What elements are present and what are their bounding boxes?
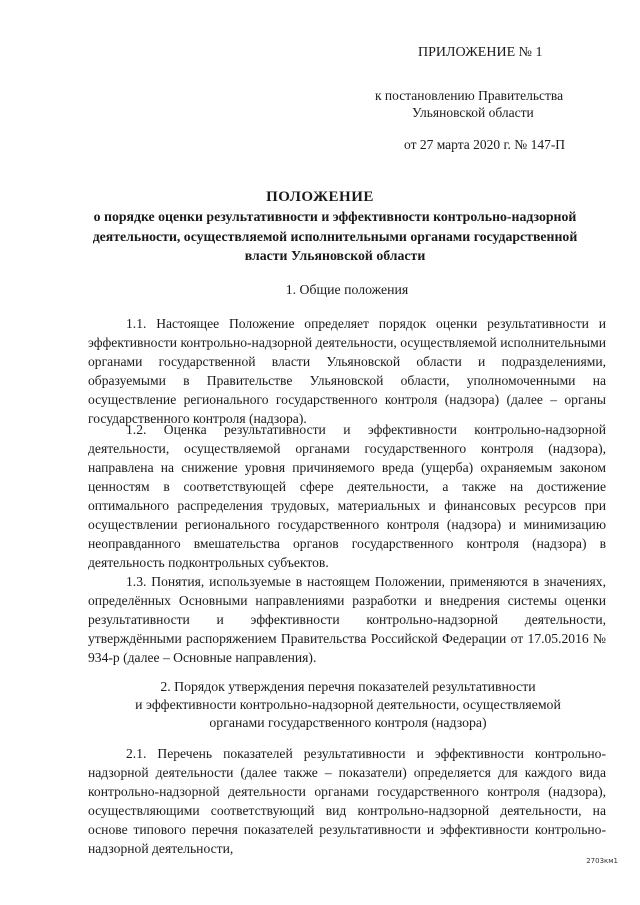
resolution-date-number: от 27 марта 2020 г. № 147-П <box>404 137 566 152</box>
appendix-label: ПРИЛОЖЕНИЕ № 1 <box>418 45 543 60</box>
resolution-line-1: к постановлению Правительства <box>375 88 564 103</box>
paragraph-1-3: 1.3. Понятия, используемые в настоящем Положении, применяются в значениях, определённых Основными направлениями разработки и внедрения системы оценки результативности и эффективности контрольно-надзорной деятельности, утверждёнными распоряжением Правительства Российской Федерации от 17.05.2016 № 934-р (далее – Основные направления). <box>88 574 606 665</box>
document-stamp: 2703км1 <box>586 857 618 865</box>
paragraph-2-1: 2.1. Перечень показателей результативности и эффективности контрольно-надзорной деятельности (далее также – показатели) определяется для каждого вида контрольно-надзорной деятельности органами государственного контроля (надзора), осуществляющими соответствующий вид контрольно-надзорной деятельности, на основе типового перечня показателей результативности и эффективности контрольно-надзорной деятельности, <box>88 746 606 856</box>
document-subtitle: о порядке оценки результативности и эффективности контрольно-надзорной деятельности, осуществляемой исполнительными органами государственной власти Ульяновской области <box>92 209 578 263</box>
paragraph-1-2: 1.2. Оценка результативности и эффективности контрольно-надзорной деятельности, осуществляемой органами государственного контроля (надзора), направлена на снижение уровня причиняемого вреда (ущерба) охраняемым законом ценностям в соответствующей сфере деятельности, а также на достижение оптимального распределения трудовых, материальных и финансовых ресурсов при осуществлении регионального государственного контроля (надзора) и минимизацию неоправданного вмешательства органов государственного контроля (надзора) в деятельность подконтрольных субъектов. <box>88 422 606 570</box>
section-2-heading-line-2: и эффективности контрольно-надзорной деятельности, осуществляемой <box>135 697 561 712</box>
document-title: ПОЛОЖЕНИЕ <box>266 189 374 205</box>
resolution-line-2: Ульяновской области <box>412 105 534 120</box>
paragraph-1-1: 1.1. Настоящее Положение определяет порядок оценки результативности и эффективности контрольно-надзорной деятельности, осуществляемой исполнительными органами государственной власти Ульяновской области и подразделениями, образуемыми в Правительстве Ульяновской области, уполномоченными на осуществление регионального государственного контроля (надзора) (далее – органы государственного контроля (надзора). <box>88 316 606 426</box>
section-1-heading: 1. Общие положения <box>285 282 409 297</box>
section-2-heading-line-1: 2. Порядок утверждения перечня показателей результативности <box>160 679 536 694</box>
section-2-heading-line-3: органами государственного контроля (надзора) <box>209 715 487 730</box>
